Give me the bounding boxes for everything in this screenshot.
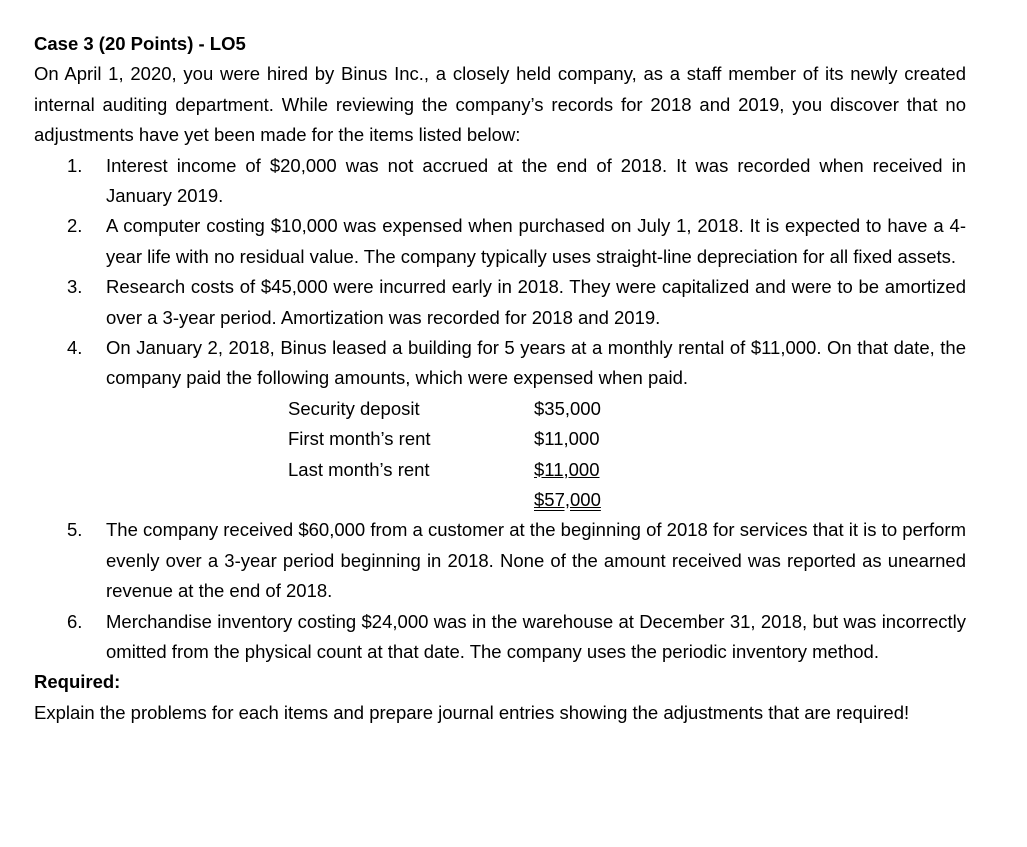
total-row	[288, 485, 966, 515]
case-title: Case 3 (20 Points) - LO5	[34, 33, 246, 54]
required-text: Explain the problems for each items and prepare journal entries showing the adjustments that are required!	[34, 701, 910, 723]
item-text: A computer costing $10,000 was expensed when purchased on July 1, 2018. It is expected to have a 4-year life with no residual value. The company typically uses straight-line depreciation for all fixed assets.	[106, 215, 966, 267]
payment-label: Security deposit	[288, 397, 420, 419]
item-text: The company received $60,000 from a customer at the beginning of 2018 for services that it is to perform evenly over a 3-year period beginning in 2018. None of the amount received was reported as unearned revenue at the end of 2018.	[106, 519, 966, 602]
payment-amount: $35,000	[534, 397, 601, 419]
payment-total: $57,000	[534, 489, 601, 511]
list-item	[34, 515, 966, 606]
item-text: On January 2, 2018, Binus leased a building for 5 years at a monthly rental of $11,000. On that date, the company paid the following amounts, which were expensed when paid.	[106, 337, 966, 389]
table-row	[288, 455, 966, 485]
intro-paragraph: On April 1, 2020, you were hired by Binus Inc., a closely held company, as a staff member of its newly created internal auditing department. While reviewing the company’s records for 2018 and 2019, you discover that no adjustments have yet been made for the items listed below:	[34, 63, 966, 146]
required-heading: Required:	[34, 671, 121, 693]
payment-label: First month’s rent	[288, 428, 431, 450]
total-spacer	[288, 485, 534, 515]
table-row	[288, 424, 966, 454]
list-item	[34, 333, 966, 515]
list-item	[34, 211, 966, 272]
list-item	[34, 151, 966, 212]
item-text: Research costs of $45,000 were incurred early in 2018. They were capitalized and were to be amortized over a 3-year period. Amortization was recorded for 2018 and 2019.	[106, 276, 966, 328]
list-item	[34, 607, 966, 668]
item-number: 2.	[67, 215, 83, 237]
item-number: 5.	[67, 519, 83, 541]
item-text: Interest income of $20,000 was not accrued at the end of 2018. It was recorded when received in January 2019.	[106, 154, 966, 207]
item-number: 1.	[67, 154, 83, 176]
table-row	[288, 394, 966, 424]
items-list	[34, 151, 966, 668]
lease-payments-table	[288, 394, 966, 516]
item-number: 3.	[67, 276, 83, 298]
case-document	[34, 29, 966, 728]
item-text: Merchandise inventory costing $24,000 was in the warehouse at December 31, 2018, but was incorrectly omitted from the physical count at that date. The company uses the periodic inventory method.	[106, 610, 966, 663]
list-item	[34, 272, 966, 333]
payment-amount: $11,000	[534, 458, 600, 480]
item-number: 4.	[67, 337, 83, 359]
item-number: 6.	[67, 610, 83, 632]
payment-amount: $11,000	[534, 428, 600, 450]
payment-label: Last month’s rent	[288, 458, 430, 480]
